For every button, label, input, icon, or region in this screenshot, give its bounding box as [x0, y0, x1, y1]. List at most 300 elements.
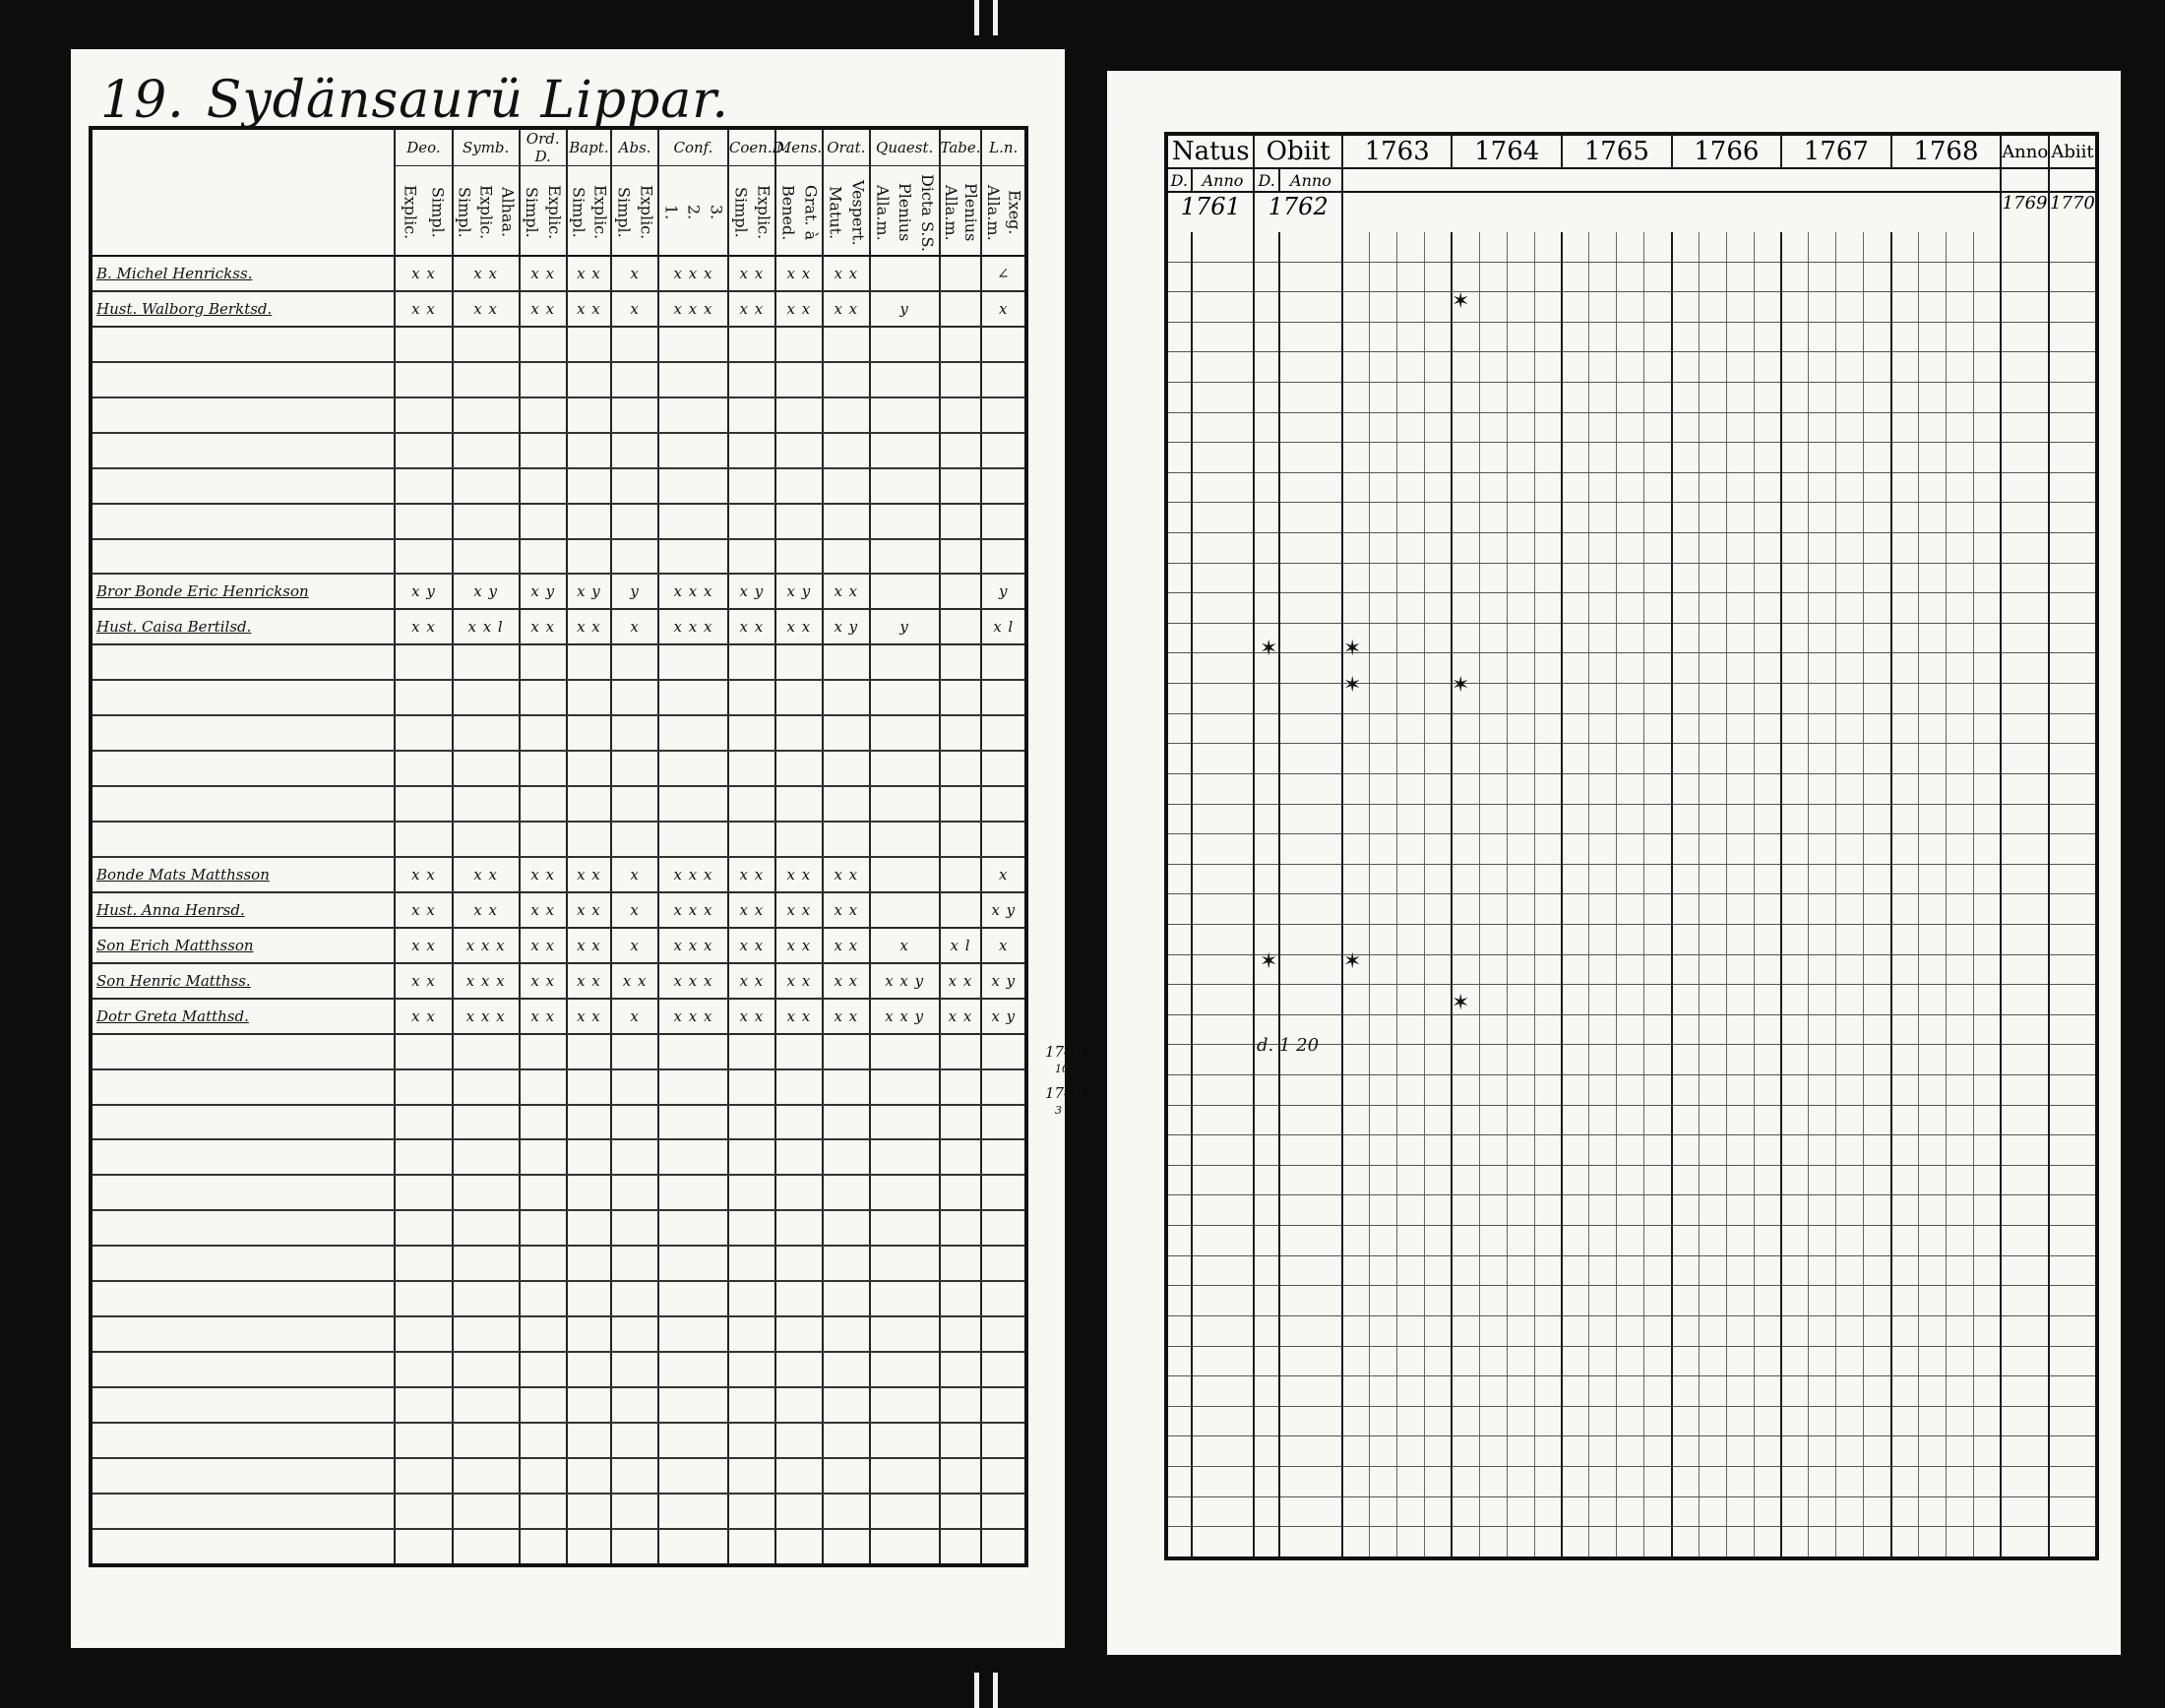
event-cell: [1726, 653, 1754, 684]
event-row: [1166, 1496, 2097, 1527]
event-cell: [1754, 232, 1781, 262]
cross-mark: ✶: [1343, 673, 1362, 698]
event-cell: [1452, 1466, 1479, 1496]
event-cell: [1754, 1376, 1781, 1407]
event-cell: [1726, 985, 1754, 1015]
event-cell: [1370, 713, 1397, 744]
event-cell: [1452, 1165, 1479, 1195]
event-cell: [1617, 503, 1644, 533]
event-cell: [2001, 1255, 2049, 1286]
event-cell: [1836, 985, 1864, 1015]
subheader-label: Simpl.: [455, 187, 474, 238]
event-cell: [1452, 1436, 1479, 1467]
event-cell: [1425, 834, 1453, 865]
knowledge-mark: [395, 1105, 452, 1140]
event-cell: [1809, 593, 1836, 624]
event-cell: [1479, 1346, 1507, 1376]
event-cell: [1534, 1346, 1562, 1376]
event-cell: [2001, 1286, 2049, 1316]
event-cell: [1370, 1527, 1397, 1558]
knowledge-mark: [940, 1387, 982, 1423]
event-cell: [1973, 1496, 2001, 1527]
empty-row: [91, 822, 1026, 857]
event-cell: [1617, 262, 1644, 292]
knowledge-mark: [453, 1352, 520, 1387]
event-cell: [1397, 593, 1425, 624]
event-cell: [1754, 773, 1781, 804]
knowledge-mark: [395, 715, 452, 751]
event-cell: [1279, 864, 1342, 894]
event-cell: [1644, 262, 1672, 292]
event-cell: [1425, 262, 1453, 292]
knowledge-mark: [567, 468, 611, 504]
event-cell: [1699, 1406, 1726, 1436]
event-cell: [1699, 1165, 1726, 1195]
event-cell: [1192, 1195, 1255, 1226]
event-cell: [1192, 1315, 1255, 1346]
event-cell: [1479, 684, 1507, 714]
subheader-label: Grat. à: [801, 184, 821, 241]
person-name: Dotr Greta Matthsd.: [91, 999, 395, 1034]
event-cell: [1370, 684, 1397, 714]
event-cell: [1864, 1436, 1891, 1467]
event-cell: [1425, 1466, 1453, 1496]
margin-note-day-1: 10: [1055, 1063, 1069, 1075]
knowledge-mark: [611, 822, 658, 857]
event-cell: [1425, 412, 1453, 443]
knowledge-mark: [823, 1458, 870, 1494]
knowledge-mark: x y: [981, 892, 1026, 928]
column-header: Mens.: [775, 128, 823, 166]
anno-sub: [2001, 168, 2049, 192]
event-cell: [1342, 1496, 1370, 1527]
event-cell: [1562, 653, 1589, 684]
knowledge-mark: x x: [520, 256, 567, 291]
event-cell: [1534, 292, 1562, 323]
event-cell: [1672, 1105, 1700, 1135]
event-cell: [2001, 924, 2049, 954]
knowledge-mark: [981, 1529, 1026, 1565]
event-cell: [1672, 744, 1700, 774]
event-cell: [1166, 383, 1192, 413]
event-cell: [1562, 472, 1589, 503]
event-cell: [1891, 653, 1919, 684]
knowledge-mark: x x: [395, 291, 452, 327]
event-cell: [1507, 1376, 1534, 1407]
subheader-label: 3.: [707, 205, 726, 220]
event-cell: [1279, 1436, 1342, 1467]
event-cell: [1781, 954, 1809, 985]
event-cell: [1754, 954, 1781, 985]
event-row: [1166, 1105, 2097, 1135]
event-cell: [1644, 533, 1672, 564]
event-cell: [1342, 1346, 1370, 1376]
knowledge-mark: [981, 1387, 1026, 1423]
event-cell: [1562, 1014, 1589, 1045]
event-cell: [1254, 412, 1279, 443]
event-cell: [1479, 985, 1507, 1015]
knowledge-mark: [520, 1423, 567, 1458]
knowledge-mark: x x: [453, 256, 520, 291]
event-cell: [2049, 954, 2097, 985]
event-cell: [1166, 443, 1192, 473]
event-cell: [1166, 352, 1192, 383]
knowledge-mark: [520, 1529, 567, 1565]
event-cell: [1946, 834, 1973, 865]
event-cell: [1370, 262, 1397, 292]
event-cell: [1192, 1496, 1255, 1527]
knowledge-mark: [567, 504, 611, 539]
event-cell: [1946, 1135, 1973, 1166]
event-cell: [1589, 1406, 1617, 1436]
knowledge-mark: x x: [775, 256, 823, 291]
event-cell: [1864, 744, 1891, 774]
event-cell: [1342, 262, 1370, 292]
event-cell: [1192, 1286, 1255, 1316]
event-cell: [1279, 563, 1342, 593]
event-row: [1166, 713, 2097, 744]
column-header: Coen.D.: [728, 128, 775, 166]
knowledge-mark: x x y: [870, 999, 940, 1034]
event-cell: [1397, 1315, 1425, 1346]
event-cell: [1809, 1255, 1836, 1286]
person-name: [91, 1387, 395, 1423]
knowledge-mark: [658, 362, 728, 397]
event-cell: [1644, 322, 1672, 352]
person-name: [91, 680, 395, 715]
event-cell: [1507, 1436, 1534, 1467]
event-cell: [1534, 503, 1562, 533]
year-1766-header: 1766: [1672, 134, 1782, 168]
event-cell: [1254, 292, 1279, 323]
event-cell: [1754, 472, 1781, 503]
event-cell: [1192, 713, 1255, 744]
knowledge-mark: [611, 1458, 658, 1494]
event-cell: [1397, 1466, 1425, 1496]
event-cell: [1946, 1165, 1973, 1195]
event-cell: [1946, 1346, 1973, 1376]
event-cell: [1562, 1226, 1589, 1256]
event-cell: [1397, 804, 1425, 834]
knowledge-mark: [395, 1423, 452, 1458]
event-cell: [1781, 1226, 1809, 1256]
event-cell: [1479, 1286, 1507, 1316]
knowledge-mark: [567, 1105, 611, 1140]
knowledge-mark: [395, 504, 452, 539]
event-cell: [1644, 352, 1672, 383]
event-cell: [1279, 1105, 1342, 1135]
event-cell: [1370, 1195, 1397, 1226]
event-cell: [1507, 1346, 1534, 1376]
knowledge-mark: [395, 1034, 452, 1069]
event-cell: [1589, 1226, 1617, 1256]
event-cell: [1809, 1165, 1836, 1195]
event-cell: [1864, 684, 1891, 714]
knowledge-mark: [567, 680, 611, 715]
event-cell: [1279, 1315, 1342, 1346]
knowledge-mark: [567, 1352, 611, 1387]
event-cell: [1754, 412, 1781, 443]
event-cell: [1370, 1406, 1397, 1436]
knowledge-mark: [658, 1034, 728, 1069]
event-cell: [1754, 623, 1781, 653]
event-cell: [1166, 653, 1192, 684]
event-cell: [1166, 1135, 1192, 1166]
event-cell: [1342, 1075, 1370, 1106]
event-cell: [1699, 954, 1726, 985]
knowledge-mark: x x: [823, 574, 870, 609]
knowledge-mark: [567, 1246, 611, 1281]
knowledge-mark: [728, 1175, 775, 1210]
event-cell: [1452, 1286, 1479, 1316]
event-cell: [1617, 292, 1644, 323]
event-cell: [1452, 744, 1479, 774]
knowledge-mark: [728, 468, 775, 504]
event-cell: [1919, 804, 1947, 834]
event-cell: [1809, 834, 1836, 865]
event-cell: [1397, 653, 1425, 684]
event-cell: [1534, 1436, 1562, 1467]
event-cell: [1534, 1135, 1562, 1166]
event-cell: [1254, 1406, 1279, 1436]
event-cell: [1809, 533, 1836, 564]
event-cell: [1342, 352, 1370, 383]
event-cell: [1370, 773, 1397, 804]
event-row: [1166, 684, 2097, 714]
event-cell: [1534, 262, 1562, 292]
event-cell: [1425, 653, 1453, 684]
event-cell: [1781, 1496, 1809, 1527]
event-cell: [1973, 1286, 2001, 1316]
column-header: L.n.: [981, 128, 1026, 166]
event-cell: [1919, 653, 1947, 684]
event-cell: [1809, 232, 1836, 262]
event-cell: [1781, 443, 1809, 473]
event-cell: [1891, 533, 1919, 564]
cross-mark: ✶: [1452, 673, 1470, 698]
knowledge-mark: [567, 715, 611, 751]
event-cell: [1166, 804, 1192, 834]
knowledge-mark: [567, 1069, 611, 1105]
event-cell: [1479, 1105, 1507, 1135]
event-cell: [1699, 292, 1726, 323]
event-cell: [1891, 1376, 1919, 1407]
event-cell: [1809, 1466, 1836, 1496]
event-cell: [1836, 804, 1864, 834]
event-cell: [1279, 1406, 1342, 1436]
knowledge-mark: [870, 1139, 940, 1175]
event-cell: [1370, 864, 1397, 894]
knowledge-mark: [940, 1352, 982, 1387]
knowledge-mark: [395, 468, 452, 504]
knowledge-mark: [658, 539, 728, 575]
cross-mark: ✶: [1260, 637, 1278, 661]
event-cell: [1452, 894, 1479, 925]
empty-row: [91, 1246, 1026, 1281]
event-cell: [1726, 1466, 1754, 1496]
event-cell: [1192, 1346, 1255, 1376]
event-cell: [1370, 472, 1397, 503]
event-cell: [1672, 443, 1700, 473]
event-cell: [1973, 1255, 2001, 1286]
knowledge-mark: x x: [395, 609, 452, 644]
event-cell: [1891, 472, 1919, 503]
knowledge-mark: [611, 362, 658, 397]
event-cell: [1809, 1406, 1836, 1436]
event-cell: [1946, 713, 1973, 744]
event-cell: [1342, 773, 1370, 804]
event-cell: [1479, 1165, 1507, 1195]
event-cell: [1864, 1165, 1891, 1195]
event-row: [1166, 352, 2097, 383]
event-cell: [1617, 744, 1644, 774]
event-cell: [1397, 1075, 1425, 1106]
empty-row: [91, 1316, 1026, 1352]
event-cell: [2001, 1466, 2049, 1496]
event-cell: [1919, 1346, 1947, 1376]
event-cell: [1644, 1195, 1672, 1226]
event-cell: [1644, 563, 1672, 593]
event-cell: [1891, 804, 1919, 834]
event-cell: [1397, 894, 1425, 925]
event-cell: [1397, 443, 1425, 473]
event-cell: [1836, 773, 1864, 804]
event-cell: [1370, 985, 1397, 1015]
event-cell: [1699, 262, 1726, 292]
event-cell: [1617, 533, 1644, 564]
event-cell: [1973, 713, 2001, 744]
event-cell: [1946, 1226, 1973, 1256]
event-cell: [1254, 262, 1279, 292]
knowledge-mark: [395, 1458, 452, 1494]
event-cell: [1891, 1075, 1919, 1106]
knowledge-mark: x x: [823, 291, 870, 327]
event-cell: [1672, 412, 1700, 443]
event-cell: [1562, 1436, 1589, 1467]
event-cell: [1973, 1527, 2001, 1558]
event-cell: [1562, 864, 1589, 894]
event-cell: [1166, 533, 1192, 564]
event-cell: [1534, 1195, 1562, 1226]
knowledge-mark: [453, 1529, 520, 1565]
event-cell: [1919, 232, 1947, 262]
event-cell: [1562, 533, 1589, 564]
knowledge-mark: [395, 1246, 452, 1281]
death-note: d. 1 20: [1257, 1035, 1320, 1056]
event-cell: [1726, 443, 1754, 473]
event-cell: [1836, 1436, 1864, 1467]
column-subheader: [658, 166, 728, 257]
event-cell: [1946, 864, 1973, 894]
knowledge-mark: [823, 1387, 870, 1423]
event-cell: [1754, 1165, 1781, 1195]
event-cell: [1425, 1105, 1453, 1135]
event-cell: [1452, 804, 1479, 834]
event-cell: [2049, 1226, 2097, 1256]
event-cell: [1699, 1105, 1726, 1135]
knowledge-mark: [567, 822, 611, 857]
event-cell: [2001, 1075, 2049, 1106]
event-cell: [1644, 684, 1672, 714]
knowledge-mark: [981, 1458, 1026, 1494]
event-cell: [1699, 1376, 1726, 1407]
knowledge-mark: [520, 680, 567, 715]
event-cell: [1973, 1436, 2001, 1467]
event-cell: [2001, 503, 2049, 533]
knowledge-mark: [453, 1423, 520, 1458]
knowledge-mark: x: [870, 928, 940, 963]
event-cell: [1891, 623, 1919, 653]
event-cell: [1726, 1346, 1754, 1376]
event-row: [1166, 1346, 2097, 1376]
event-cell: [1919, 443, 1947, 473]
event-cell: [1452, 412, 1479, 443]
event-cell: [1562, 443, 1589, 473]
knowledge-mark: [395, 327, 452, 362]
event-cell: [1836, 1496, 1864, 1527]
event-cell: [1946, 1466, 1973, 1496]
event-cell: [1809, 352, 1836, 383]
knowledge-mark: x x: [775, 928, 823, 963]
event-cell: [1562, 773, 1589, 804]
knowledge-mark: [453, 751, 520, 786]
event-cell: [1809, 653, 1836, 684]
event-cell: [2049, 1436, 2097, 1467]
knowledge-mark: [395, 1387, 452, 1423]
knowledge-mark: [823, 1529, 870, 1565]
knowledge-mark: [453, 1105, 520, 1140]
event-cell: [1254, 684, 1279, 714]
event-cell: [1891, 1406, 1919, 1436]
event-cell: [1589, 1165, 1617, 1195]
event-cell: [1479, 1376, 1507, 1407]
event-cell: [1836, 744, 1864, 774]
knowledge-mark: [395, 1069, 452, 1105]
event-cell: [1864, 322, 1891, 352]
knowledge-mark: [453, 433, 520, 468]
event-cell: [1254, 1286, 1279, 1316]
event-cell: [1562, 593, 1589, 624]
event-cell: [1754, 1496, 1781, 1527]
event-cell: [1836, 443, 1864, 473]
event-cell: [1342, 1466, 1370, 1496]
event-cell: [1836, 684, 1864, 714]
knowledge-mark: [981, 1105, 1026, 1140]
event-cell: [1973, 1315, 2001, 1346]
knowledge-mark: [775, 539, 823, 575]
knowledge-mark: [728, 1105, 775, 1140]
event-cell: [1534, 985, 1562, 1015]
knowledge-mark: [775, 751, 823, 786]
knowledge-mark: [940, 1458, 982, 1494]
event-cell: [1507, 684, 1534, 714]
event-cell: [1166, 1286, 1192, 1316]
knowledge-mark: [453, 1246, 520, 1281]
knowledge-mark: [453, 822, 520, 857]
event-cell: [1891, 322, 1919, 352]
event-cell: [1864, 623, 1891, 653]
event-cell: [1891, 1527, 1919, 1558]
event-cell: [1672, 804, 1700, 834]
village-name: Sydänsaurü Lippar.: [206, 71, 729, 130]
event-cell: [1973, 352, 2001, 383]
column-subheader: [611, 166, 658, 257]
event-cell: [2001, 804, 2049, 834]
event-cell: [1370, 1045, 1397, 1075]
column-subheader: [940, 166, 982, 257]
knowledge-mark: x x: [823, 999, 870, 1034]
event-cell: [1617, 1105, 1644, 1135]
